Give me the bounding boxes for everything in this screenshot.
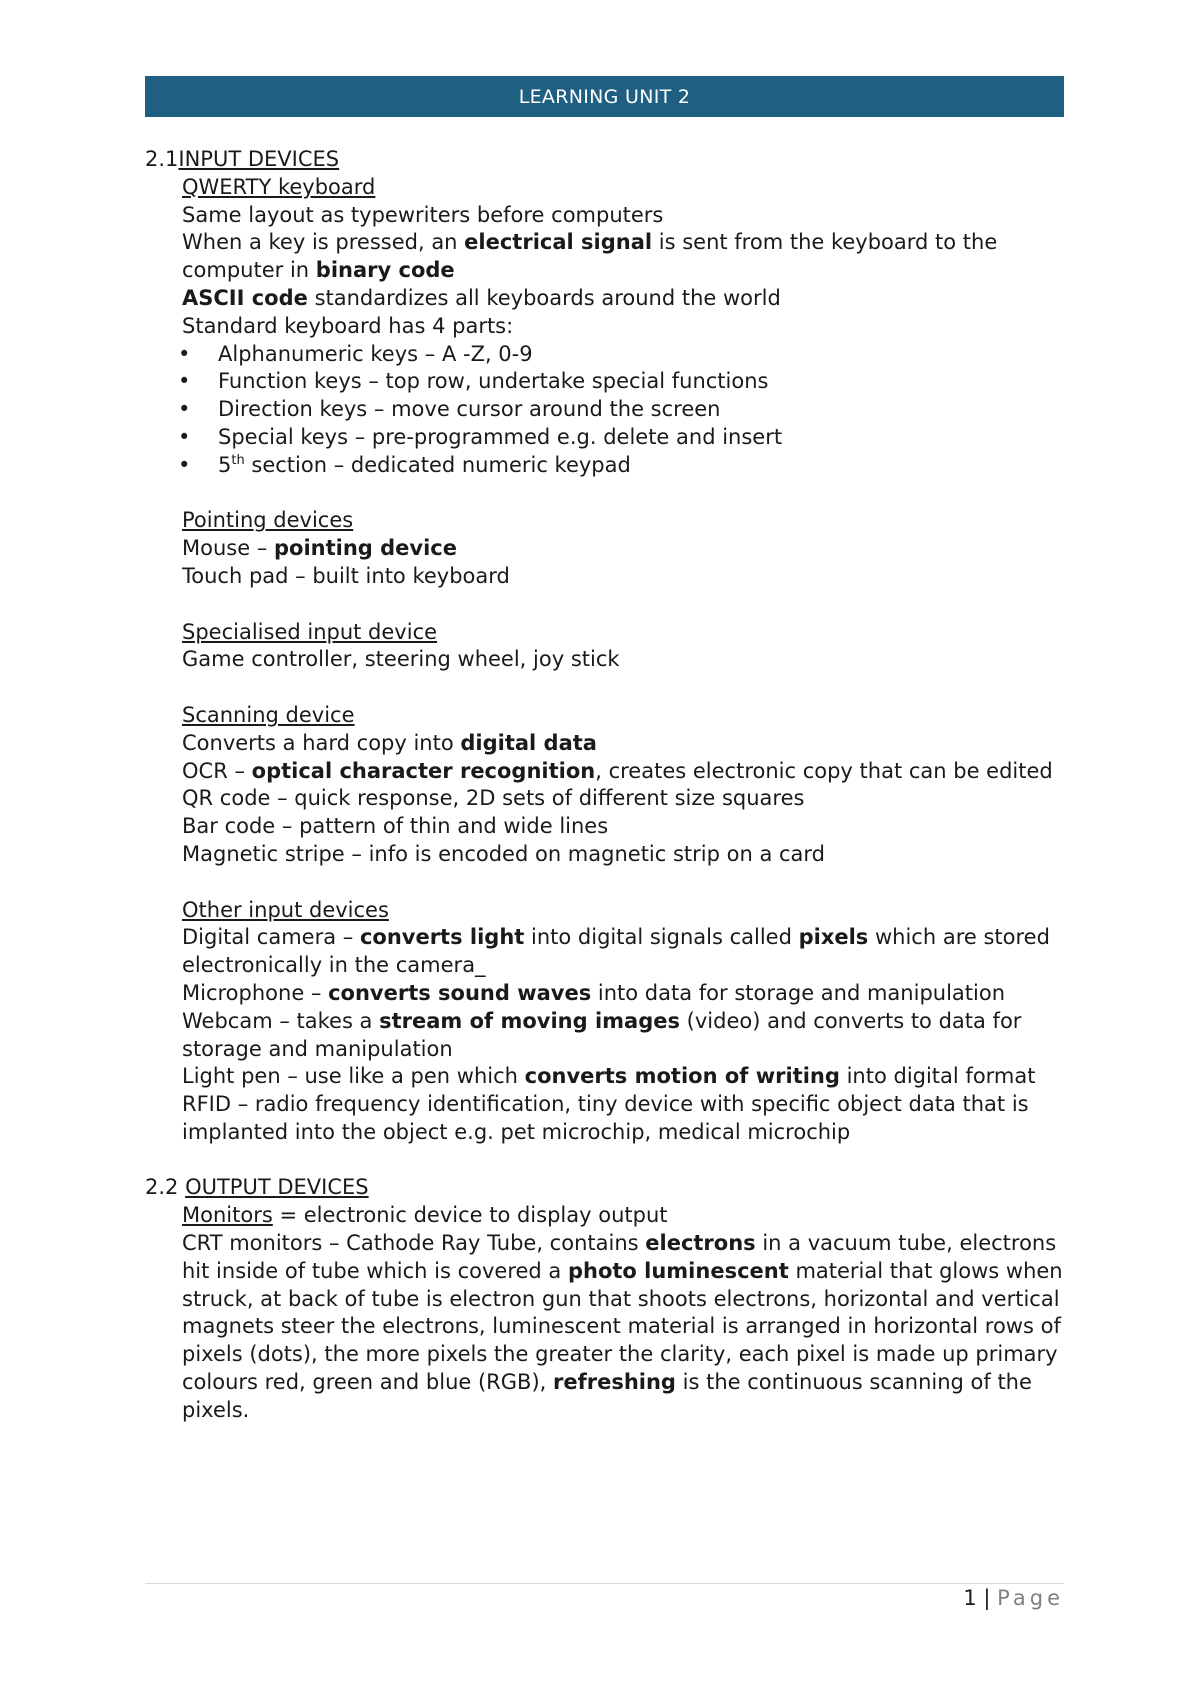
text-span: into data for storage and manipulation — [591, 980, 1006, 1005]
text-line — [182, 758, 1080, 786]
text-span: in a vacuum tube, electrons hit inside of tube which is covered a — [182, 1231, 1057, 1283]
text-span: OCR – — [182, 758, 252, 783]
document-body — [145, 146, 1080, 1425]
text-line — [182, 1202, 1080, 1230]
bold-term: photo luminescent — [567, 1258, 789, 1283]
page-label: Page — [997, 1586, 1064, 1610]
section-number: 2.2 — [145, 1175, 186, 1200]
text-span: is the continuous scanning of the pixels. — [182, 1370, 1032, 1422]
text-line — [182, 285, 1080, 313]
text-line: Game controller, steering wheel, joy stick — [182, 647, 620, 672]
bold-term: ASCII code — [182, 285, 308, 310]
bold-term: pixels — [798, 925, 869, 950]
qwerty-block — [182, 174, 1080, 341]
bold-term: converts sound waves — [328, 980, 592, 1005]
text-line: QR code – quick response, 2D sets of different size squares — [182, 786, 805, 811]
text-span: 5 — [218, 452, 232, 477]
text-line — [182, 1230, 1080, 1425]
subheading-qwerty: QWERTY keyboard — [182, 174, 376, 199]
list-item: • Alphanumeric keys – A -Z, 0-9 — [145, 341, 1080, 369]
bold-term: electrons — [645, 1231, 756, 1256]
list-item: • Direction keys – move cursor around the screen — [145, 396, 1080, 424]
text-line: RFID – radio frequency identification, tiny device with specific object data that is implanted into the object e.g. pet microchip, medical microchip — [182, 1092, 1029, 1144]
scanning-block — [182, 702, 1080, 869]
text-span: = electronic device to display output — [272, 1203, 668, 1228]
text-line: Touch pad – built into keyboard — [182, 563, 510, 588]
subheading-pointing: Pointing devices — [182, 508, 354, 533]
text-line — [182, 1063, 1080, 1091]
text-span: is sent from the keyboard to the computer in — [182, 230, 998, 283]
other-block — [182, 897, 1080, 1147]
bold-term: digital data — [460, 730, 597, 755]
text-line — [182, 730, 1080, 758]
underlined-term: Monitors — [182, 1203, 273, 1228]
specialised-block — [182, 619, 1080, 675]
bold-term: pointing device — [274, 536, 457, 561]
keyboard-parts-list — [145, 341, 1080, 480]
section-title: OUTPUT DEVICES — [185, 1175, 369, 1200]
bold-term: converts light — [359, 925, 525, 950]
bold-term: converts motion of writing — [524, 1064, 840, 1089]
text-span: , creates electronic copy that can be edited — [595, 758, 1053, 783]
section-heading-input — [145, 146, 1080, 174]
text-span: When a key is pressed, an — [182, 230, 465, 255]
superscript: th — [231, 452, 245, 468]
bold-term: optical character recognition — [251, 758, 596, 783]
list-item — [145, 452, 1080, 480]
section-heading-output — [145, 1174, 1080, 1202]
text-span: CRT monitors – Cathode Ray Tube, contains — [182, 1231, 646, 1256]
text-span: section – dedicated numeric keypad — [244, 452, 631, 477]
text-line — [182, 229, 1080, 285]
text-line: Bar code – pattern of thin and wide lines — [182, 814, 609, 839]
text-line — [182, 980, 1080, 1008]
bold-term: electrical signal — [464, 230, 653, 255]
text-span: into digital format — [839, 1064, 1036, 1089]
text-span: (video) and converts to data for storage and manipulation — [182, 1008, 1022, 1061]
subheading-scanning: Scanning device — [182, 702, 355, 727]
text-line: Same layout as typewriters before computers — [182, 202, 664, 227]
text-span: Webcam – takes a — [182, 1008, 380, 1033]
text-line: Magnetic stripe – info is encoded on magnetic strip on a card — [182, 841, 826, 866]
text-span: which are stored electronically in the camera_ — [182, 925, 1050, 978]
text-span: Mouse – — [182, 536, 274, 561]
unit-banner: LEARNING UNIT 2 — [145, 76, 1064, 117]
text-span: Digital camera – — [182, 925, 360, 950]
page-number: 1 — [963, 1586, 977, 1610]
text-line — [182, 1008, 1080, 1064]
text-span: Microphone – — [182, 980, 329, 1005]
subheading-other: Other input devices — [182, 897, 389, 922]
bold-term: refreshing — [553, 1370, 676, 1395]
page-footer — [963, 1586, 1064, 1610]
output-block — [182, 1202, 1080, 1424]
list-item: • Special keys – pre-programmed e.g. delete and insert — [145, 424, 1080, 452]
section-number: 2.1 — [145, 147, 179, 171]
pointing-block — [182, 507, 1080, 590]
bold-term: binary code — [315, 258, 455, 283]
text-span: Light pen – use like a pen which — [182, 1064, 525, 1089]
footer-divider — [145, 1583, 1064, 1584]
text-line — [182, 924, 1080, 980]
text-span: into digital signals called — [524, 925, 799, 950]
text-span: Converts a hard copy into — [182, 730, 461, 755]
bold-term: stream of moving images — [379, 1008, 680, 1033]
text-span: material that glows when struck, at back of tube is electron gun that shoots electrons, horizontal and vertical magnets steer the electrons, luminescent material is arranged in horizontal rows of pixels (dots), the more pixels the greater the clarity, each pixel is made up primary colours red, green and blue (RGB), — [182, 1258, 1063, 1395]
subheading-specialised: Specialised input device — [182, 619, 438, 644]
text-line: Standard keyboard has 4 parts: — [182, 313, 514, 338]
section-title: INPUT DEVICES — [178, 147, 340, 171]
text-line — [182, 535, 1080, 563]
page-separator: | — [976, 1586, 998, 1610]
text-span: standardizes all keyboards around the world — [307, 285, 781, 310]
list-item: • Function keys – top row, undertake special functions — [145, 368, 1080, 396]
